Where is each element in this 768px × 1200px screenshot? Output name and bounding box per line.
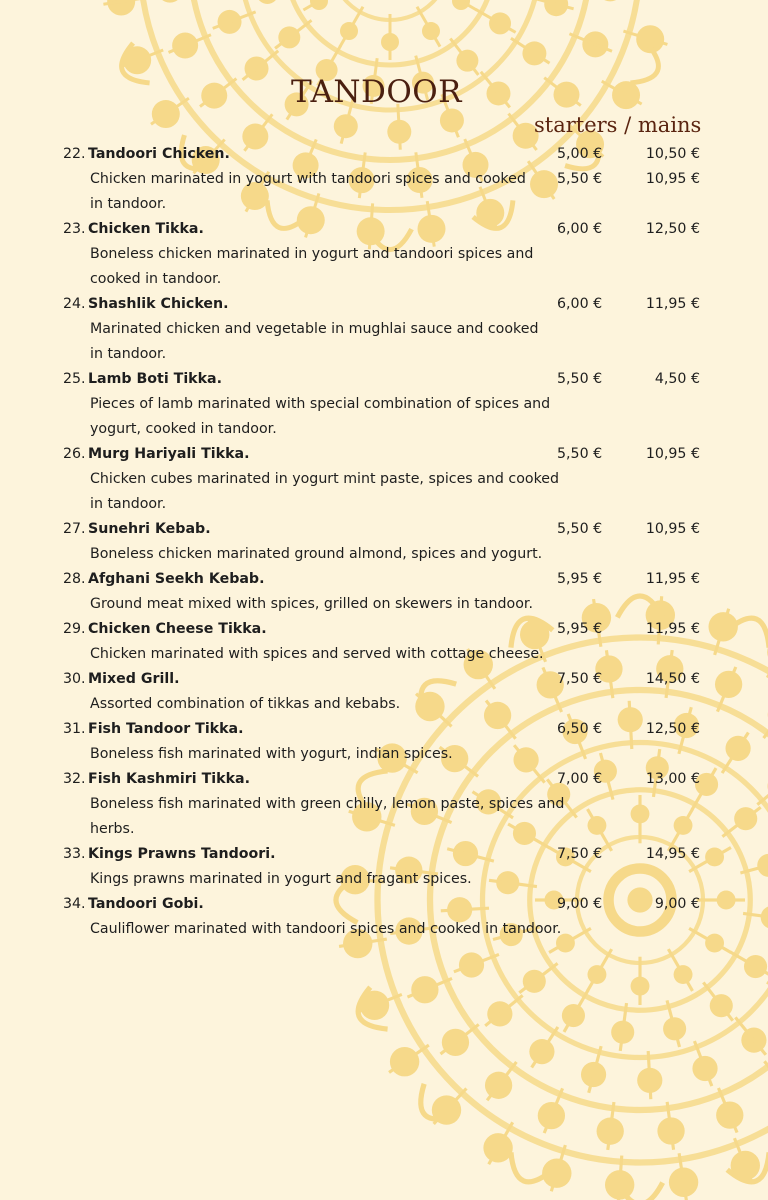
item-name: Chicken Tikka. bbox=[88, 221, 204, 237]
item-description: Cauliflower marinated with tandoori spices and cooked in tandoor. bbox=[90, 921, 562, 937]
menu-item bbox=[0, 368, 768, 443]
main-price: 11,95 € bbox=[645, 296, 700, 312]
item-number: 22. bbox=[63, 146, 86, 162]
main-price: 13,00 € bbox=[645, 771, 700, 787]
item-description-line bbox=[0, 593, 768, 618]
menu-item bbox=[0, 518, 768, 568]
item-description: Boneless fish marinated with yogurt, indian spices. bbox=[90, 746, 453, 762]
item-description: Assorted combination of tikkas and kebabs. bbox=[90, 696, 401, 712]
menu-list bbox=[0, 143, 768, 943]
menu-item bbox=[0, 768, 768, 843]
item-description: Boneless chicken marinated in yogurt and tandoori spices and bbox=[90, 246, 534, 262]
item-number: 30. bbox=[63, 671, 86, 687]
item-description: Pieces of lamb marinated with special combination of spices and bbox=[90, 396, 551, 412]
item-number: 31. bbox=[63, 721, 86, 737]
item-number: 34. bbox=[63, 896, 86, 912]
item-number: 29. bbox=[63, 621, 86, 637]
starter-price: 6,00 € bbox=[557, 296, 603, 312]
starter-price: 6,00 € bbox=[557, 221, 603, 237]
starter-price: 5,50 € bbox=[557, 171, 603, 187]
starter-price: 5,95 € bbox=[557, 621, 603, 637]
item-description: in tandoor. bbox=[90, 346, 167, 362]
item-description-line bbox=[0, 868, 768, 893]
item-description-line bbox=[0, 168, 768, 193]
main-price: 10,50 € bbox=[645, 146, 700, 162]
item-number: 27. bbox=[63, 521, 86, 537]
menu-item bbox=[0, 293, 768, 368]
main-price: 11,95 € bbox=[645, 621, 700, 637]
main-price: 14,95 € bbox=[645, 846, 700, 862]
item-description: Chicken cubes marinated in yogurt mint paste, spices and cooked bbox=[90, 471, 560, 487]
main-price: 14,50 € bbox=[645, 671, 700, 687]
item-description: in tandoor. bbox=[90, 196, 167, 212]
section-title: TANDOOR bbox=[291, 74, 463, 110]
starter-price: 7,50 € bbox=[557, 671, 603, 687]
item-description: Ground meat mixed with spices, grilled on skewers in tandoor. bbox=[90, 596, 533, 612]
item-description-line bbox=[0, 268, 768, 293]
menu-item-header bbox=[0, 143, 768, 168]
menu-item bbox=[0, 718, 768, 768]
starter-price: 7,00 € bbox=[557, 771, 603, 787]
main-price: 11,95 € bbox=[645, 571, 700, 587]
item-description-line bbox=[0, 818, 768, 843]
menu-item-header bbox=[0, 293, 768, 318]
menu-item-header bbox=[0, 843, 768, 868]
menu-item-header bbox=[0, 218, 768, 243]
starter-price: 9,00 € bbox=[557, 896, 603, 912]
menu-item-header bbox=[0, 443, 768, 468]
menu-item bbox=[0, 443, 768, 518]
main-price: 12,50 € bbox=[645, 721, 700, 737]
menu-item bbox=[0, 568, 768, 618]
item-description: Marinated chicken and vegetable in mughlai sauce and cooked bbox=[90, 321, 539, 337]
item-description-line bbox=[0, 243, 768, 268]
item-name: Kings Prawns Tandoori. bbox=[88, 846, 276, 862]
item-description-line bbox=[0, 543, 768, 568]
item-number: 28. bbox=[63, 571, 86, 587]
starter-price: 5,50 € bbox=[557, 371, 603, 387]
item-description: Chicken marinated with spices and served with cottage cheese. bbox=[90, 646, 544, 662]
starter-price: 7,50 € bbox=[557, 846, 603, 862]
item-description-line bbox=[0, 918, 768, 943]
item-name: Tandoori Gobi. bbox=[88, 896, 204, 912]
item-name: Fish Kashmiri Tikka. bbox=[88, 771, 250, 787]
menu-item-header bbox=[0, 518, 768, 543]
starter-price: 5,50 € bbox=[557, 521, 603, 537]
item-description: Boneless fish marinated with green chilly, lemon paste, spices and bbox=[90, 796, 565, 812]
item-description-line bbox=[0, 468, 768, 493]
item-name: Lamb Boti Tikka. bbox=[88, 371, 223, 387]
menu-item bbox=[0, 893, 768, 943]
item-name: Mixed Grill. bbox=[88, 671, 180, 687]
item-description-line bbox=[0, 793, 768, 818]
item-description: in tandoor. bbox=[90, 496, 167, 512]
item-number: 33. bbox=[63, 846, 86, 862]
menu-item-header bbox=[0, 618, 768, 643]
item-description: cooked in tandoor. bbox=[90, 271, 222, 287]
item-description: Chicken marinated in yogurt with tandoori spices and cooked bbox=[90, 171, 526, 187]
menu-item bbox=[0, 218, 768, 293]
item-description-line bbox=[0, 318, 768, 343]
item-description: Kings prawns marinated in yogurt and fragant spices. bbox=[90, 871, 472, 887]
item-description: herbs. bbox=[90, 821, 135, 837]
menu-item-header bbox=[0, 893, 768, 918]
main-price: 12,50 € bbox=[645, 221, 700, 237]
item-description-line bbox=[0, 493, 768, 518]
main-price: 10,95 € bbox=[645, 521, 700, 537]
item-number: 32. bbox=[63, 771, 86, 787]
item-description-line bbox=[0, 643, 768, 668]
item-description-line bbox=[0, 393, 768, 418]
menu-item-header bbox=[0, 668, 768, 693]
item-name: Chicken Cheese Tikka. bbox=[88, 621, 267, 637]
main-price: 10,95 € bbox=[645, 446, 700, 462]
item-name: Murg Hariyali Tikka. bbox=[88, 446, 250, 462]
main-price: 4,50 € bbox=[654, 371, 700, 387]
item-description: Boneless chicken marinated ground almond, spices and yogurt. bbox=[90, 546, 543, 562]
starter-price: 5,00 € bbox=[557, 146, 603, 162]
item-name: Shashlik Chicken. bbox=[88, 296, 229, 312]
starter-price: 5,95 € bbox=[557, 571, 603, 587]
item-description-line bbox=[0, 693, 768, 718]
item-name: Afghani Seekh Kebab. bbox=[88, 571, 265, 587]
item-description-line bbox=[0, 743, 768, 768]
menu-item bbox=[0, 843, 768, 893]
item-number: 26. bbox=[63, 446, 86, 462]
item-description: yogurt, cooked in tandoor. bbox=[90, 421, 277, 437]
item-description-line bbox=[0, 418, 768, 443]
menu-item-header bbox=[0, 568, 768, 593]
menu-item bbox=[0, 668, 768, 718]
item-number: 24. bbox=[63, 296, 86, 312]
menu-item-header bbox=[0, 768, 768, 793]
item-number: 25. bbox=[63, 371, 86, 387]
starter-price: 5,50 € bbox=[557, 446, 603, 462]
columns-label: starters / mains bbox=[534, 113, 702, 137]
item-description-line bbox=[0, 343, 768, 368]
starter-price: 6,50 € bbox=[557, 721, 603, 737]
item-name: Sunehri Kebab. bbox=[88, 521, 211, 537]
main-price: 10,95 € bbox=[645, 171, 700, 187]
main-price: 9,00 € bbox=[654, 896, 700, 912]
menu-item-header bbox=[0, 368, 768, 393]
item-name: Fish Tandoor Tikka. bbox=[88, 721, 244, 737]
item-description-line bbox=[0, 193, 768, 218]
menu-item-header bbox=[0, 718, 768, 743]
menu-item bbox=[0, 618, 768, 668]
menu-item bbox=[0, 143, 768, 218]
item-name: Tandoori Chicken. bbox=[88, 146, 230, 162]
item-number: 23. bbox=[63, 221, 86, 237]
